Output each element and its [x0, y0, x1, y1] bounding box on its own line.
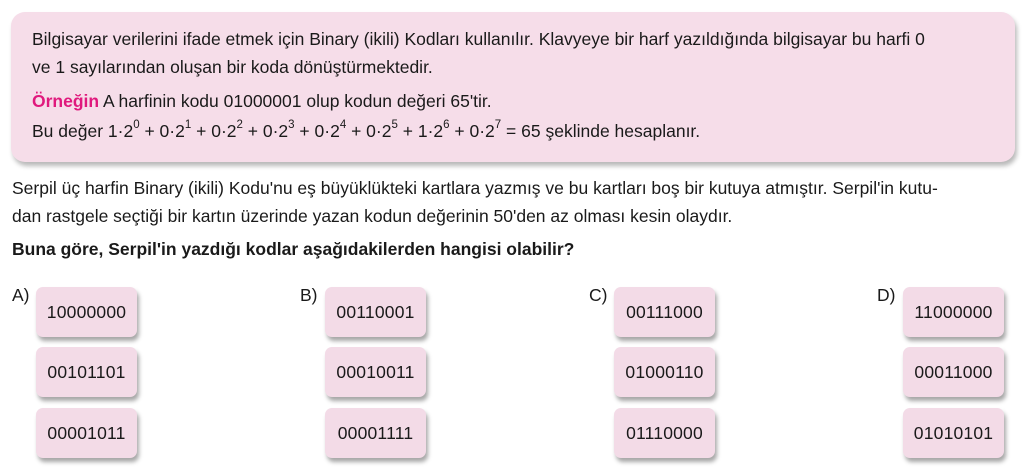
- option-c-card-2: 01000110: [614, 347, 715, 397]
- option-d-card-3: 01010101: [903, 408, 1004, 458]
- option-a-card-3: 00001011: [36, 408, 137, 458]
- formula-plus: +: [346, 121, 367, 141]
- info-text-line-2: ve 1 sayılarından oluşan bir koda dönüştürmektedir.: [32, 57, 433, 77]
- formula-plus: +: [191, 121, 212, 141]
- option-a-card-1: 10000000: [36, 287, 137, 337]
- info-text-line-1: Bilgisayar verilerini ifade etmek için Binary (ikili) Kodları kullanılır. Klavyeye bir harf yazıldığında bilgisayar bu harfi 0: [32, 29, 925, 49]
- formula-base: 2: [278, 121, 289, 141]
- formula-prefix: Bu değer: [32, 121, 108, 141]
- formula-exp: 2: [236, 119, 243, 131]
- body-text-line-2: dan rastgele seçtiği bir kartın üzerinde yazan kodun değerinin 50'den az olması kesin olaydır.: [12, 206, 733, 226]
- formula-suffix: şeklinde hesaplanır.: [540, 121, 701, 141]
- formula-base: 2: [485, 121, 495, 141]
- option-b-label[interactable]: B): [300, 285, 318, 305]
- formula-coef: 0: [159, 121, 170, 141]
- option-c-card-3: 01110000: [614, 408, 715, 458]
- option-a-label[interactable]: A): [12, 285, 30, 305]
- formula-coef: 0: [262, 121, 273, 141]
- option-d-card-1: 11000000: [903, 287, 1004, 337]
- example-line: [32, 91, 492, 112]
- formula-dot: ·: [220, 121, 227, 141]
- option-d-card-2: 00011000: [903, 347, 1004, 397]
- formula-coef: 1: [107, 121, 118, 141]
- option-b-card-1: 00110001: [325, 287, 426, 337]
- formula-exp: 1: [184, 119, 192, 131]
- body-text-line-1: Serpil üç harfin Binary (ikili) Kodu'nu eş büyüklükteki kartlara yazmış ve bu kartları boş bir kutuya atmıştır. Serpil'in kutu-: [12, 178, 938, 198]
- example-text: A harfinin kodu 01000001 olup kodun değeri 65'tir.: [99, 91, 492, 111]
- formula-plus: +: [139, 121, 160, 141]
- formula-exp: 3: [288, 119, 295, 131]
- formula-base: 2: [123, 121, 134, 141]
- formula-coef: 0: [211, 121, 221, 141]
- formula-base: 2: [226, 121, 237, 141]
- formula-dot: ·: [272, 121, 279, 141]
- formula-exp: 4: [339, 119, 347, 131]
- formula-equals: =: [501, 121, 522, 141]
- formula-coef: 0: [314, 121, 325, 141]
- formula-exp: 0: [133, 119, 140, 131]
- question-text: Buna göre, Serpil'in yazdığı kodlar aşağıdakilerden hangisi olabilir?: [12, 239, 575, 259]
- formula-dot: ·: [117, 121, 124, 141]
- formula-plus: +: [242, 121, 263, 141]
- formula-dot: ·: [375, 121, 382, 141]
- formula-plus: +: [294, 121, 315, 141]
- formula-base: 2: [433, 121, 444, 141]
- formula-base: 2: [175, 121, 185, 141]
- formula-result: 65: [521, 121, 541, 141]
- option-c-card-1: 00111000: [614, 287, 715, 337]
- option-c-label[interactable]: C): [589, 285, 608, 305]
- formula-coef: 1: [417, 121, 428, 141]
- option-d-label[interactable]: D): [877, 285, 896, 305]
- formula-exp: 6: [443, 119, 450, 131]
- formula-coef: 0: [366, 121, 376, 141]
- formula-exp: 7: [494, 119, 502, 131]
- formula-coef: 0: [469, 121, 480, 141]
- formula-plus: +: [397, 121, 418, 141]
- option-a-card-2: 00101101: [36, 347, 137, 397]
- formula-base: 2: [330, 121, 340, 141]
- formula-exp: 5: [391, 119, 398, 131]
- formula-dot: ·: [479, 121, 486, 141]
- formula-plus: +: [449, 121, 470, 141]
- formula-base: 2: [381, 121, 392, 141]
- formula-dot: ·: [427, 121, 434, 141]
- example-label: Örneğin: [32, 91, 100, 111]
- option-b-card-2: 00010011: [325, 347, 426, 397]
- formula-dot: ·: [169, 121, 176, 141]
- info-box: [11, 12, 1015, 162]
- formula-line: [32, 121, 700, 142]
- formula-dot: ·: [324, 121, 331, 141]
- option-b-card-3: 00001111: [325, 408, 426, 458]
